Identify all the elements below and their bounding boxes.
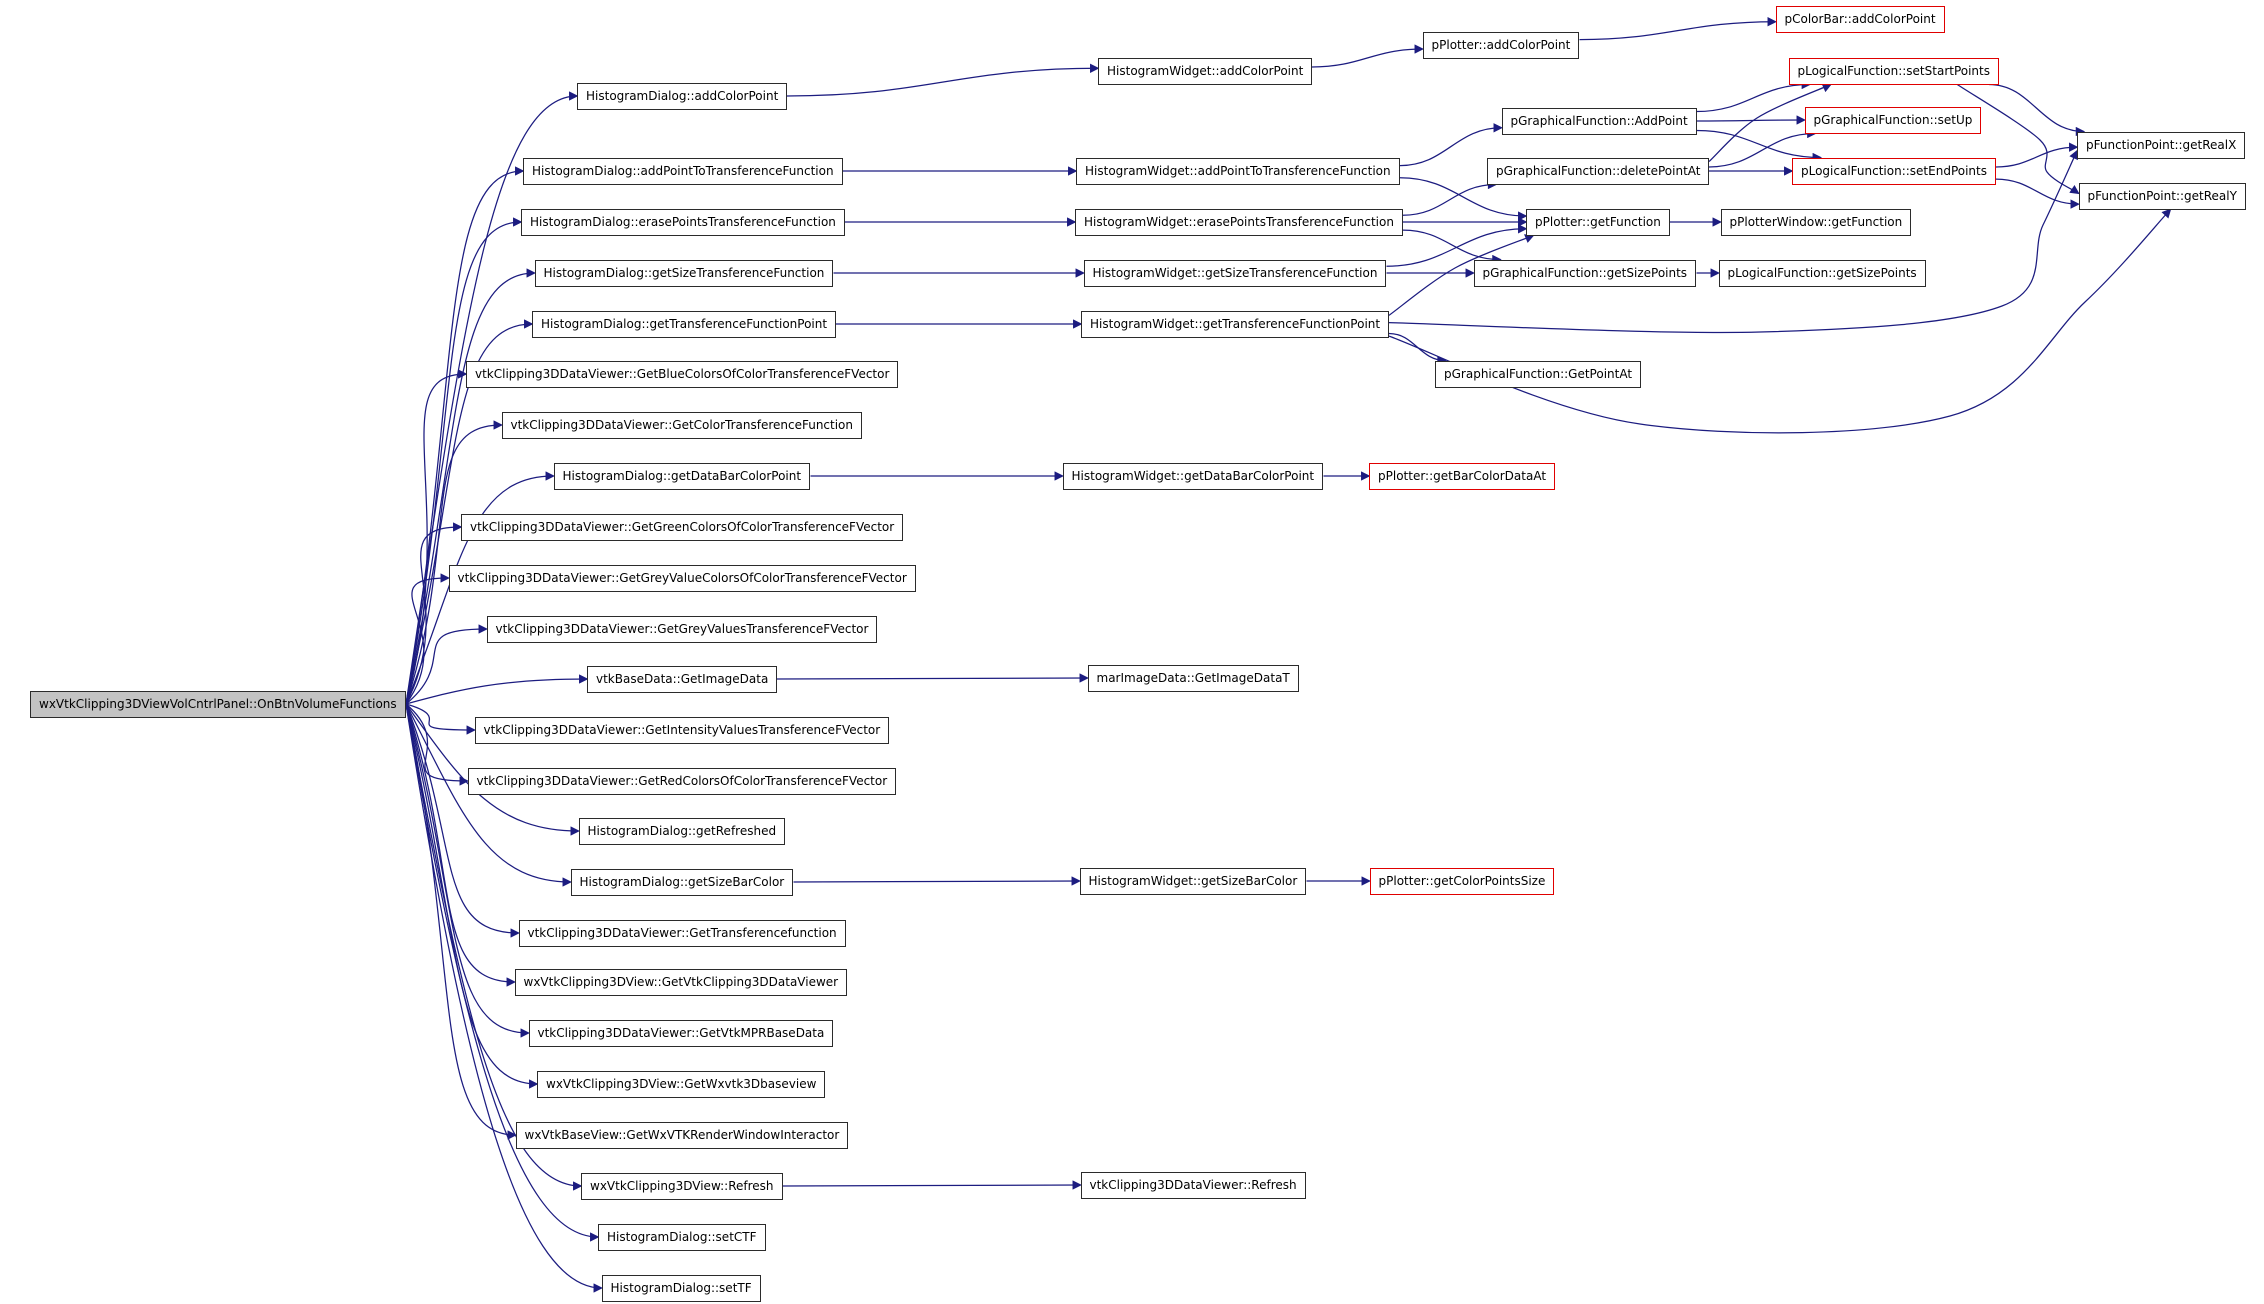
call-edge-hw_getTFPoint--fp_getRealY bbox=[1389, 210, 2170, 433]
graph-node-hw_addPointToTF[interactable]: HistogramWidget::addPointToTransferenceFunction bbox=[1076, 158, 1400, 185]
graph-node-ppw_getFunction[interactable]: pPlotterWindow::getFunction bbox=[1721, 209, 1912, 236]
call-edge-get_imageData--mar_getImageDataT bbox=[777, 678, 1088, 679]
call-edge-hw_addColorPoint--pp_addColorPoint bbox=[1312, 49, 1423, 67]
graph-node-get_greyValueColors[interactable]: vtkClipping3DDataViewer::GetGreyValueColorsOfColorTransferenceFVector bbox=[449, 565, 916, 592]
graph-node-plf_getSizePoints[interactable]: pLogicalFunction::getSizePoints bbox=[1719, 260, 1926, 287]
graph-node-get_imageData[interactable]: vtkBaseData::GetImageData bbox=[587, 666, 777, 693]
graph-node-plf_setStartPoints[interactable]: pLogicalFunction::setStartPoints bbox=[1789, 58, 2000, 85]
graph-node-pgf_getSizePoints[interactable]: pGraphicalFunction::getSizePoints bbox=[1474, 260, 1697, 287]
graph-node-viewer_refresh[interactable]: vtkClipping3DDataViewer::Refresh bbox=[1081, 1172, 1306, 1199]
graph-node-root: wxVtkClipping3DViewVolCntrlPanel::OnBtnVolumeFunctions bbox=[30, 691, 406, 718]
call-edge-pgf_addPoint--plf_setStartPoints bbox=[1697, 85, 1810, 112]
graph-node-get_colorTF[interactable]: vtkClipping3DDataViewer::GetColorTransferenceFunction bbox=[502, 412, 863, 439]
call-edge-root--get_imageData bbox=[406, 679, 587, 704]
call-edge-hd_addColorPoint--hw_addColorPoint bbox=[787, 68, 1098, 96]
graph-node-hw_getSizeTF[interactable]: HistogramWidget::getSizeTransferenceFunction bbox=[1084, 260, 1387, 287]
graph-node-hw_getSizeBarColor[interactable]: HistogramWidget::getSizeBarColor bbox=[1080, 868, 1307, 895]
call-edge-root--hd_addColorPoint bbox=[406, 96, 577, 704]
graph-node-pgf_setUp[interactable]: pGraphicalFunction::setUp bbox=[1805, 107, 1982, 134]
graph-node-hw_erasePointsTF[interactable]: HistogramWidget::erasePointsTransferenceFunction bbox=[1075, 209, 1403, 236]
call-edge-root--get_intensity bbox=[406, 704, 475, 730]
graph-node-pp_getBarColorDataAt[interactable]: pPlotter::getBarColorDataAt bbox=[1369, 463, 1555, 490]
graph-node-get_red[interactable]: vtkClipping3DDataViewer::GetRedColorsOfColorTransferenceFVector bbox=[468, 768, 897, 795]
graph-node-get_greyValues[interactable]: vtkClipping3DDataViewer::GetGreyValuesTransferenceFVector bbox=[487, 616, 878, 643]
graph-node-get_green[interactable]: vtkClipping3DDataViewer::GetGreenColorsOfColorTransferenceFVector bbox=[461, 514, 903, 541]
graph-node-pp_getFunction[interactable]: pPlotter::getFunction bbox=[1526, 209, 1670, 236]
graph-node-fp_getRealY[interactable]: pFunctionPoint::getRealY bbox=[2079, 183, 2246, 210]
call-edge-root--get_vtkClippingViewer bbox=[406, 704, 515, 982]
graph-node-get_intensity[interactable]: vtkClipping3DDataViewer::GetIntensityValuesTransferenceFVector bbox=[475, 717, 890, 744]
graph-node-fp_getRealX[interactable]: pFunctionPoint::getRealX bbox=[2077, 132, 2245, 159]
graph-node-plf_setEndPoints[interactable]: pLogicalFunction::setEndPoints bbox=[1792, 158, 1996, 185]
graph-node-pgf_addPoint[interactable]: pGraphicalFunction::AddPoint bbox=[1502, 108, 1697, 135]
graph-node-hd_erasePointsTF[interactable]: HistogramDialog::erasePointsTransferenceFunction bbox=[521, 209, 845, 236]
call-edge-wx_refresh--viewer_refresh bbox=[783, 1185, 1081, 1186]
graph-node-pp_getColorPointsSize[interactable]: pPlotter::getColorPointsSize bbox=[1370, 868, 1555, 895]
call-edge-hd_getSizeBarColor--hw_getSizeBarColor bbox=[794, 881, 1080, 882]
graph-node-mar_getImageDataT[interactable]: marImageData::GetImageDataT bbox=[1088, 665, 1299, 692]
graph-node-hd_addPointToTF[interactable]: HistogramDialog::addPointToTransferenceFunction bbox=[523, 158, 843, 185]
graph-node-pp_addColorPoint[interactable]: pPlotter::addColorPoint bbox=[1423, 32, 1580, 59]
call-edge-plf_setEndPoints--fp_getRealX bbox=[1996, 147, 2077, 167]
graph-node-pgf_deletePointAt[interactable]: pGraphicalFunction::deletePointAt bbox=[1487, 158, 1709, 185]
graph-node-get_blue[interactable]: vtkClipping3DDataViewer::GetBlueColorsOfColorTransferenceFVector bbox=[466, 361, 898, 388]
graph-node-get_vtkMPRBaseData[interactable]: vtkClipping3DDataViewer::GetVtkMPRBaseData bbox=[529, 1020, 834, 1047]
graph-node-hd_getSizeBarColor[interactable]: HistogramDialog::getSizeBarColor bbox=[571, 869, 794, 896]
graph-node-hw_addColorPoint[interactable]: HistogramWidget::addColorPoint bbox=[1098, 58, 1312, 85]
call-edge-pp_addColorPoint--pcb_addColorPoint bbox=[1580, 22, 1776, 40]
graph-node-wx_refresh[interactable]: wxVtkClipping3DView::Refresh bbox=[581, 1173, 783, 1200]
graph-node-get_wxvtk3Dbaseview[interactable]: wxVtkClipping3DView::GetWxvtk3Dbaseview bbox=[537, 1071, 825, 1098]
graph-node-hw_getDataBarColorPoint[interactable]: HistogramWidget::getDataBarColorPoint bbox=[1063, 463, 1324, 490]
graph-node-get_transferencefunction[interactable]: vtkClipping3DDataViewer::GetTransferencefunction bbox=[519, 920, 846, 947]
graph-node-hd_setCTF[interactable]: HistogramDialog::setCTF bbox=[598, 1224, 766, 1251]
call-edge-pgf_addPoint--pgf_setUp bbox=[1697, 120, 1805, 121]
graph-node-get_vtkClippingViewer[interactable]: wxVtkClipping3DView::GetVtkClipping3DDataViewer bbox=[515, 969, 848, 996]
graph-node-pgf_getPointAt[interactable]: pGraphicalFunction::GetPointAt bbox=[1435, 361, 1641, 388]
graph-node-hw_getTFPoint[interactable]: HistogramWidget::getTransferenceFunctionPoint bbox=[1081, 311, 1389, 338]
graph-node-hd_getDataBarColorPoint[interactable]: HistogramDialog::getDataBarColorPoint bbox=[554, 463, 811, 490]
call-edge-plf_setEndPoints--fp_getRealY bbox=[1996, 179, 2079, 204]
graph-node-get_wxVTKRWI[interactable]: wxVtkBaseView::GetWxVTKRenderWindowInteractor bbox=[516, 1122, 849, 1149]
graph-node-hd_getRefreshed[interactable]: HistogramDialog::getRefreshed bbox=[579, 818, 786, 845]
graph-node-hd_getTFPoint[interactable]: HistogramDialog::getTransferenceFunctionPoint bbox=[532, 311, 836, 338]
graph-node-hd_getSizeTF[interactable]: HistogramDialog::getSizeTransferenceFunction bbox=[535, 260, 834, 287]
call-edge-plf_setStartPoints--fp_getRealX bbox=[1989, 85, 2084, 132]
graph-node-hd_setTF[interactable]: HistogramDialog::setTF bbox=[602, 1275, 761, 1302]
call-edge-root--get_vtkMPRBaseData bbox=[406, 704, 529, 1033]
graph-node-pcb_addColorPoint[interactable]: pColorBar::addColorPoint bbox=[1776, 6, 1945, 33]
graph-node-hd_addColorPoint[interactable]: HistogramDialog::addColorPoint bbox=[577, 83, 787, 110]
